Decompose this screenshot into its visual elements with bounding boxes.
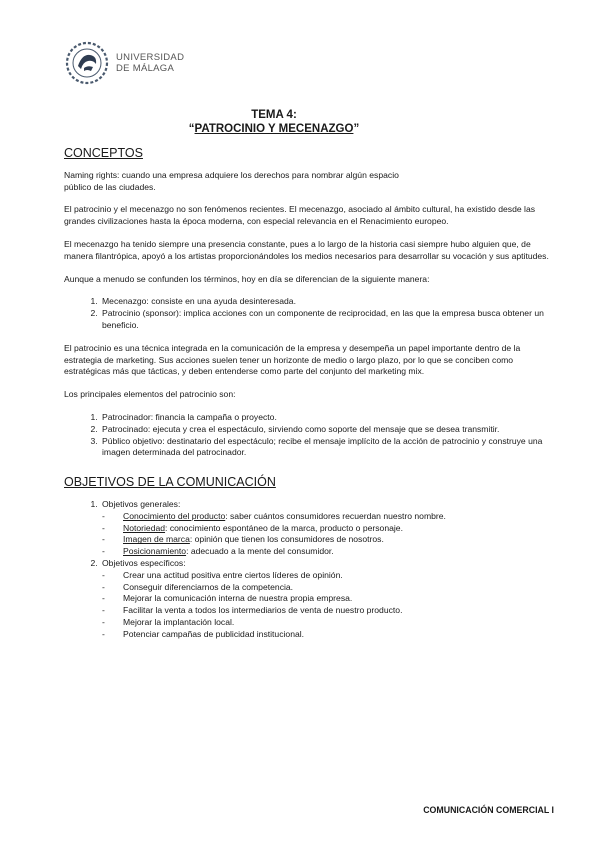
university-name-line2: DE MÁLAGA — [116, 63, 175, 74]
theme-number: TEMA 4: — [251, 109, 297, 121]
objective-term: Imagen de marca — [123, 534, 190, 545]
list-item: - Mejorar la implantación local. — [121, 617, 552, 629]
objective-term: Conocimiento del producto — [123, 510, 226, 521]
list-item — [121, 546, 552, 558]
university-name-line1: UNIVERSIDAD — [116, 52, 185, 63]
list-item: - Crear una actitud positiva entre ciertos líderes de opinión. — [121, 570, 552, 582]
objective-desc: : saber cuántos consumidores recuerdan nuestro nombre. — [225, 510, 446, 521]
list-item — [121, 523, 552, 535]
objective-desc: : opinión que tienen los consumidores de nosotros. — [189, 534, 384, 545]
paragraph-naming-rights — [64, 170, 552, 194]
section-heading-conceptos: CONCEPTOS — [64, 146, 143, 160]
objective-desc: : conocimiento espontáneo de la marca, producto o personaje. — [165, 522, 403, 533]
paragraph-elements-intro: Los principales elementos del patrocinio son: — [64, 389, 236, 400]
theme-title — [0, 123, 548, 135]
theme-subject: PATROCINIO Y MECENAZGO — [194, 123, 354, 135]
list-item: 3. Público objetivo: destinatario del espectáculo; recibe el mensaje implícito de la acción de patrocinio y construye una imagen determinada del patrocinador. — [100, 436, 552, 460]
list-item: 1. Patrocinador: financia la campaña o proyecto. — [100, 412, 552, 424]
document-body — [64, 148, 552, 641]
naming-rights-line1: Naming rights: cuando una empresa adquiere los derechos para nombrar algún espacio — [64, 169, 399, 180]
objectives-general-label: Objetivos generales: — [102, 498, 181, 509]
list-item — [121, 534, 552, 546]
objectives-list — [64, 499, 552, 641]
paragraph-patrocinio: El patrocinio es una técnica integrada en la comunicación de la empresa y desempeña un papel importante dentro de la estrategia de marketing. Sus acciones suelen tener un horizonte de medio o largo plazo, por lo que se conciben como estratégicas más que tácticas, y deben entenderse como parte del conjunto del marketing mix. — [64, 342, 521, 377]
university-seal-icon — [64, 40, 110, 86]
section-heading-objetivos: OBJETIVOS DE LA COMUNICACIÓN — [64, 475, 276, 490]
list-item: 2. Patrocinio (sponsor): implica acciones con un componente de reciprocidad, en las que la empresa busca obtener un beneficio. — [100, 308, 552, 332]
objectives-specific-label: Objetivos específicos: — [102, 557, 186, 568]
objective-term: Posicionamiento — [123, 546, 187, 557]
objective-term: Notoriedad — [123, 522, 166, 533]
general-objectives-sublist — [102, 511, 552, 558]
objective-desc: : adecuado a la mente del consumidor. — [186, 546, 334, 557]
quote-open: “ — [188, 123, 195, 135]
list-item: - Facilitar la venta a todos los intermediarios de venta de nuestro producto. — [121, 605, 552, 617]
naming-rights-line2: público de las ciudades. — [64, 181, 156, 192]
definitions-list — [64, 296, 552, 331]
elements-list — [64, 412, 552, 459]
list-item: 1. Mecenazgo: consiste en una ayuda desinteresada. — [100, 296, 552, 308]
quote-close: ” — [353, 123, 360, 135]
objectives-specific — [100, 558, 552, 641]
footer-course-name: COMUNICACIÓN COMERCIAL I — [423, 805, 554, 815]
university-logo — [64, 40, 184, 86]
list-item: - Conseguir diferenciarnos de la competencia. — [121, 582, 552, 594]
list-item — [121, 511, 552, 523]
paragraph-history: El patrocinio y el mecenazgo no son fenómenos recientes. El mecenazgo, asociado al ámbito cultural, ha existido desde las grandes civilizaciones hasta la época moderna, con especial relevancia en el Renacimiento europeo. — [64, 204, 536, 227]
specific-objectives-sublist — [102, 570, 552, 641]
list-item: - Potenciar campañas de publicidad institucional. — [121, 629, 552, 641]
list-item: 2. Patrocinado: ejecuta y crea el espectáculo, sirviendo como soporte del mensaje que se desea transmitir. — [100, 424, 552, 436]
objectives-general — [100, 499, 552, 558]
paragraph-difference: Aunque a menudo se confunden los términos, hoy en día se diferencian de la siguiente manera: — [64, 273, 430, 284]
list-item: - Mejorar la comunicación interna de nuestra propia empresa. — [121, 593, 552, 605]
paragraph-mecenazgo: El mecenazgo ha tenido siempre una presencia constante, pues a lo largo de la historia casi siempre hubo alguien que, de manera filantrópica, apoyó a los artistas proporcionándoles los medios necesarios para desarrollar su vocación y sus aptitudes. — [64, 238, 549, 261]
